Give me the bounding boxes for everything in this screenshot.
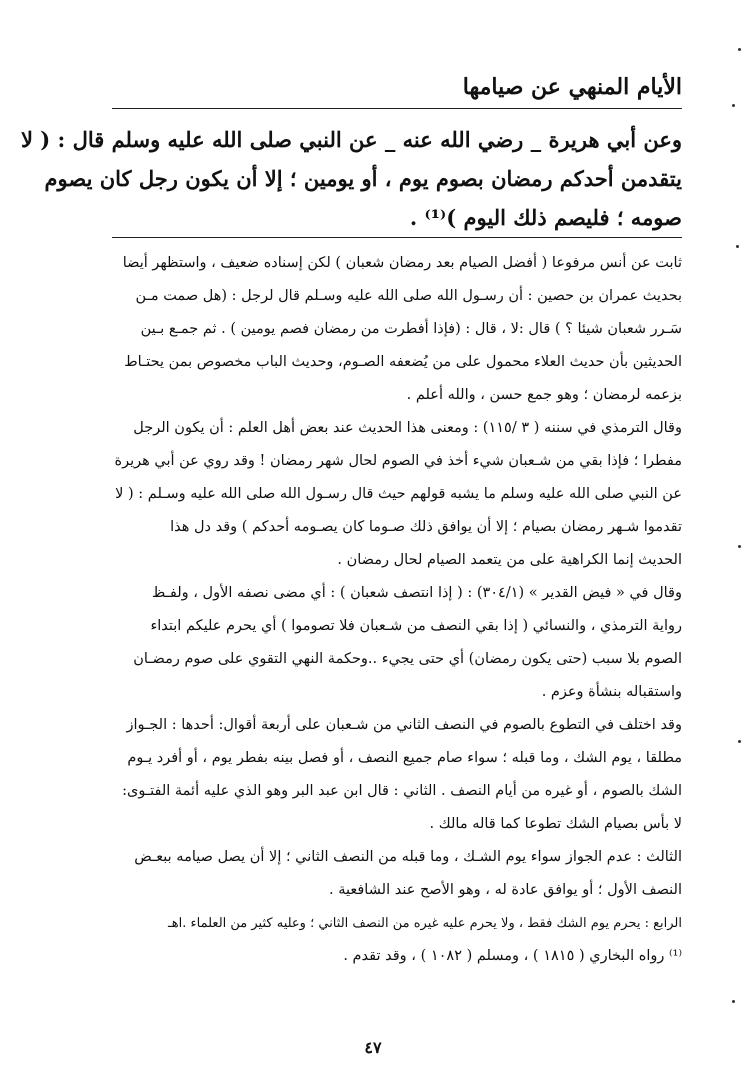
- footnote-line: رواية الترمذي ، والنسائي ( إذا بقي النصف من شـعبان فلا تصوموا ) أي يحرم عليكم ابتداء: [150, 618, 682, 634]
- footnote-line: بحديث عمران بن حصين : أن رسـول الله صلى الله عليه وسـلم قال لرجل : (هل صمت مـن: [135, 288, 682, 304]
- footnote-line: الشك بالصوم ، أو غيره من أيام النصف . الثاني : قال ابن عبد البر وهو الذي عليه أئمة الفتـوى:: [122, 783, 682, 799]
- footnote-line: وقد اختلف في التطوع بالصوم في النصف الثاني من شـعبان على أربعة أقوال: أحدها : الجـواز: [126, 717, 682, 733]
- page-number: ٤٧: [364, 1038, 382, 1057]
- footnote-line: الحديث إنما الكراهية على من يتعمد الصيام لحال رمضان .: [337, 552, 682, 568]
- footnote-line: مفطرا ؛ فإذا بقي من شـعبان شيء أخذ في الصوم لحال شهر رمضان ! وقد روي عن أبي هريرة: [114, 453, 682, 469]
- footnote-line: الثالث : عدم الجواز سواء يوم الشـك ، وما قبله من النصف الثاني ؛ إلا أن يصل صيامه ببعـض: [134, 849, 682, 865]
- footnote-line: الحديثين بأن حديث العلاء محمول على من يُضعفه الصـوم، وحديث الباب مخصوص بمن يحتـاط: [124, 354, 682, 370]
- footnote-line: سَـرر شعبان شيئا ؟ ) قال :لا ، قال : (فإذا أفطرت من رمضان فصم يومين ) . ثم جمـع بـين: [140, 321, 682, 337]
- footnote-line: لا بأس بصيام الشك تطوعا كما قاله مالك .: [429, 816, 682, 832]
- footnote-line: واستقباله بنشأة وعزم .: [541, 684, 682, 700]
- hadith-line: صومه ؛ فليصم ذلك اليوم )⁽¹⁾ .: [409, 205, 682, 230]
- footnote-line: بزعمه لرمضان ؛ وهو جمع حسن ، والله أعلم .: [406, 387, 682, 403]
- hadith-line: وعن أبي هريرة _ رضي الله عنه _ عن النبي صلى الله عليه وسلم قال : ( لا: [20, 127, 682, 152]
- footnote-line: الصوم بلا سبب (حتى يكون رمضان) أي حتى يجيء ..وحكمة النهي التقوي على صوم رمضـان: [133, 651, 682, 667]
- hadith-line: يتقدمن أحدكم رمضان بصوم يوم ، أو يومين ؛ إلا أن يكون رجل كان يصوم: [44, 166, 682, 191]
- footnote-line: الرابع : يحرم يوم الشك فقط ، ولا يحرم عليه غيره من النصف الثاني ؛ وعليه كثير من العلماء .اهـ: [167, 916, 682, 931]
- running-header: [112, 72, 682, 109]
- footnote-line: مطلقا ، يوم الشك ، وما قبله ؛ سواء صام جميع النصف ، أو فصل بينه بفطر يوم ، أو أفرد يـوم: [127, 750, 682, 766]
- footnote-line: تقدموا شـهر رمضان بصيام ؛ إلا أن يوافق ذلك صـوما كان يصـومه أحدكم ) وقد دل هذا: [170, 519, 682, 535]
- scan-speck: [736, 245, 739, 248]
- footnotes: [112, 247, 682, 973]
- scan-speck: [738, 545, 741, 548]
- scan-speck: [738, 740, 741, 743]
- footnote-line: وقال الترمذي في سننه ( ٣ /١١٥) : ومعنى هذا الحديث عند بعض أهل العلم : أن يكون الرجل: [133, 420, 682, 436]
- footnote-line: عن النبي صلى الله عليه وسلم ما يشبه قولهم حيث قال رسـول الله صلى الله عليه وسـلم : ( لا: [115, 486, 682, 502]
- footnote-line: وقال في « فيض القدير » (٣٠٤/١) : ( إذا انتصف شعبان ) : أي مضى نصفه الأول ، ولفـظ: [151, 585, 682, 601]
- chapter-title: الأيام المنهي عن صيامها: [462, 74, 682, 100]
- footnote-line: ثابت عن أنس مرفوعا ( أفضل الصيام بعد رمضان شعبان ) لكن إسناده ضعيف ، واستظهر أيضا: [122, 255, 682, 271]
- footnote-line: النصف الأول ؛ أو يوافق عادة له ، وهو الأصح عند الشافعية .: [329, 882, 682, 898]
- scan-speck: [738, 48, 741, 51]
- scan-speck: [732, 104, 735, 107]
- footnote-separator: [112, 237, 682, 238]
- footnote-line: ⁽¹⁾ رواه البخاري ( ١٨١٥ ) ، ومسلم ( ١٠٨٢ ) ، وقد تقدم .: [343, 948, 682, 964]
- hadith-text: [20, 120, 682, 237]
- scan-speck: [732, 1000, 735, 1003]
